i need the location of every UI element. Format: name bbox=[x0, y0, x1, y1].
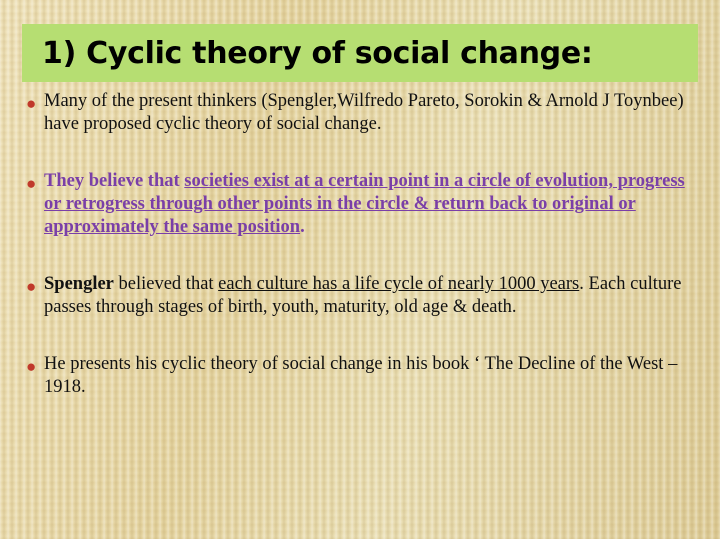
bullet-marker-icon: ● bbox=[26, 94, 37, 113]
text-segment: believed that bbox=[113, 274, 219, 294]
slide-body bbox=[26, 90, 698, 413]
bullet-marker-icon: ● bbox=[26, 174, 37, 193]
spacer bbox=[26, 150, 698, 160]
list-item-text bbox=[44, 170, 698, 239]
text-segment-underlined: societies exist at a certain point in a circle of evolution, progress or retrogress through other points in the circle & return back to original or approximately the same position bbox=[44, 171, 685, 237]
page-title: 1) Cyclic theory of social change: bbox=[42, 35, 593, 71]
text-segment-underlined: each culture has a life cycle of nearly 1000 years bbox=[218, 274, 580, 294]
list-item bbox=[26, 170, 698, 239]
text-segment: . Each culture passes through stages of birth, youth, maturity, old age & death. bbox=[44, 274, 682, 317]
list-item-text bbox=[44, 273, 698, 319]
list-item-text bbox=[44, 353, 698, 399]
text-segment: They believe that bbox=[44, 171, 185, 191]
list-item bbox=[26, 353, 698, 399]
text-segment: Many of the present thinkers (Spengler,Wilfredo Pareto, Sorokin & Arnold J Toynbee) have proposed cyclic theory of social change. bbox=[44, 91, 684, 134]
bullet-marker-icon: ● bbox=[26, 277, 37, 296]
list-item-text bbox=[44, 90, 698, 136]
text-segment: . bbox=[300, 217, 305, 237]
text-segment: He presents his cyclic theory of social change in his book ‘ The Decline of the West – 1918. bbox=[44, 354, 678, 397]
bullet-marker-icon: ● bbox=[26, 357, 37, 376]
text-segment-bold: Spengler bbox=[44, 274, 114, 294]
list-item bbox=[26, 273, 698, 319]
list-item bbox=[26, 90, 698, 136]
slide-title-band bbox=[22, 24, 698, 82]
